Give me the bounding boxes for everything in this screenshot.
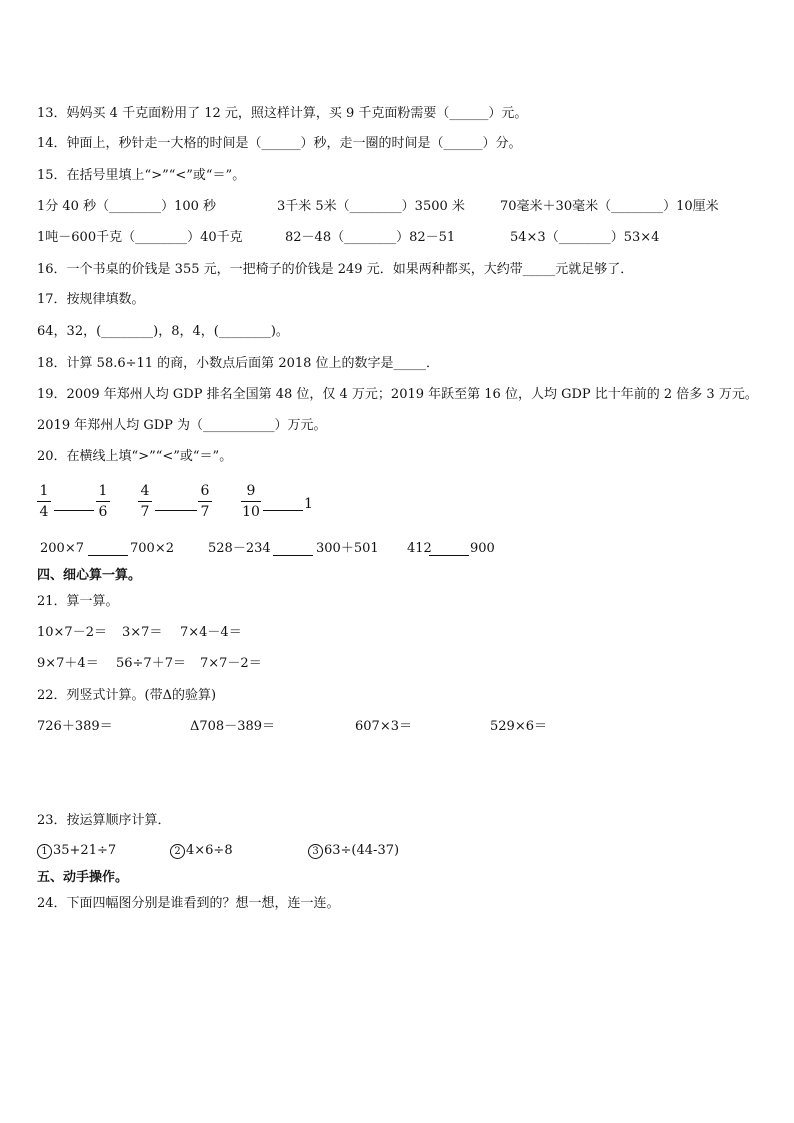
q21-item: 10×7－2＝ (37, 625, 107, 640)
q21-item: 9×7＋4＝ (37, 656, 99, 671)
fraction-6-7: 6 7 (198, 482, 212, 521)
q20-expr: 300＋501 (316, 541, 379, 556)
q20-expr: 900 (470, 541, 495, 556)
q22-item: Δ708－389＝ (190, 719, 276, 734)
question-19-line2: 2019 年郑州人均 GDP 为（___________）万元。 (37, 418, 327, 433)
q15-item-1: 1分 40 秒（________）100 秒 (37, 199, 217, 214)
question-16: 16．一个书桌的价钱是 355 元，一把椅子的价钱是 249 元．如果两种都买，大约带_____元就足够了． (37, 262, 634, 277)
question-18: 18．计算 58.6÷11 的商，小数点后面第 2018 位上的数字是_____． (37, 356, 440, 371)
section-5-heading: 五、动手操作。 (37, 870, 129, 885)
question-20-stem: 20．在横线上填“>”“<”或“＝”。 (37, 449, 233, 464)
question-13: 13．妈妈买 4 千克面粉用了 12 元，照这样计算，买 9 千克面粉需要（______）元。 (37, 106, 528, 121)
fraction-9-10: 9 10 (242, 483, 260, 520)
q21-item: 56÷7＋7＝ (116, 656, 186, 671)
answer-line (263, 510, 303, 511)
q15-item-4: 1吨－600千克（________）40千克 (37, 230, 243, 245)
fraction-compare-one: 1 (304, 496, 313, 512)
q22-item: 726＋389＝ (37, 719, 113, 734)
question-17-stem: 17．按规律填数。 (37, 292, 145, 307)
question-23-stem: 23．按运算顺序计算． (37, 813, 171, 828)
q22-item: 529×6＝ (490, 719, 547, 734)
q21-item: 7×7－2＝ (200, 656, 262, 671)
q21-item: 3×7＝ (122, 625, 163, 640)
question-19-line1: 19．2009 年郑州人均 GDP 排名全国第 48 位，仅 4 万元；2019 年跃至第 16 位，人均 GDP 比十年前的 2 倍多 3 万元。 (37, 387, 758, 402)
q15-item-6: 54×3（________）53×4 (510, 230, 660, 245)
question-24: 24．下面四幅图分别是谁看到的？想一想，连一连。 (37, 896, 340, 911)
q23-item-1: 1 35+21÷7 (37, 843, 116, 859)
circled-number: 1 (37, 844, 52, 859)
answer-line (54, 510, 94, 511)
answer-line (429, 555, 469, 556)
q23-item-3: 3 63÷(44-37) (308, 843, 399, 859)
answer-line (88, 555, 128, 556)
question-15-stem: 15．在括号里填上“>”“<”或“＝”。 (37, 168, 246, 183)
q15-item-3: 70毫米＋30毫米（________）10厘米 (500, 199, 719, 214)
fraction-4-7: 4 7 (138, 482, 152, 521)
question-14: 14．钟面上，秒针走一大格的时间是（______）秒，走一圈的时间是（______）分。 (37, 136, 522, 151)
answer-line (155, 510, 197, 511)
section-4-heading: 四、细心算一算。 (37, 568, 142, 583)
q20-expr: 700×2 (130, 541, 174, 556)
q22-item: 607×3＝ (355, 719, 412, 734)
q20-expr: 528－234 (208, 541, 271, 556)
q21-item: 7×4－4＝ (180, 625, 242, 640)
q15-item-2: 3千米 5米（________）3500 米 (277, 199, 465, 214)
circled-number: 3 (308, 844, 323, 859)
question-17-sequence: 64，32，(________)，8，4，(________)。 (37, 324, 289, 339)
q23-item-2: 2 4×6÷8 (170, 843, 233, 859)
q20-expr: 200×7 (40, 541, 84, 556)
answer-line (273, 555, 313, 556)
fraction-1-4: 1 4 (37, 482, 51, 521)
question-22-stem: 22．列竖式计算。(带Δ的验算) (37, 688, 217, 703)
q20-expr: 412 (407, 541, 432, 556)
circled-number: 2 (170, 844, 185, 859)
q15-item-5: 82－48（________）82－51 (285, 230, 456, 245)
fraction-1-6: 1 6 (96, 482, 110, 521)
question-21-stem: 21．算一算。 (37, 594, 119, 609)
